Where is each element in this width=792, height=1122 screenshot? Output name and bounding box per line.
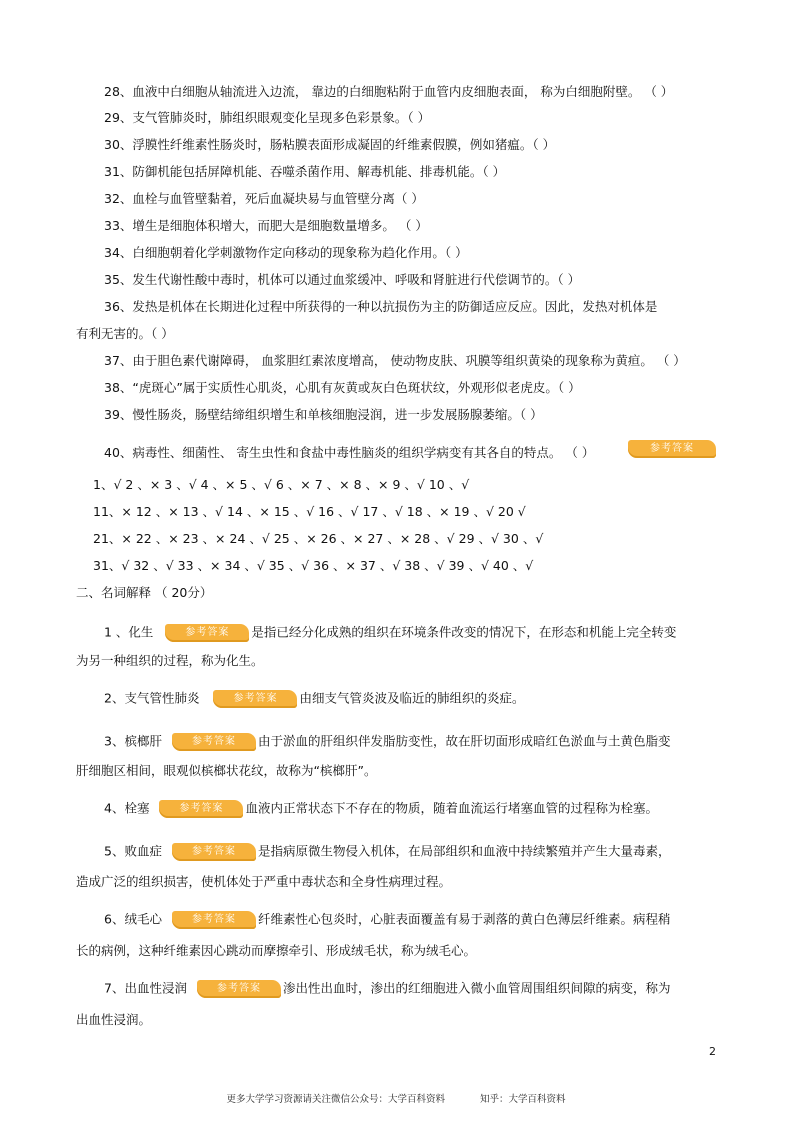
question-28: 28、血液中白细胞从轴流进入边流， 靠边的白细胞粘附于血管内皮细胞表面， 称为白细胞附壁。 （ ）	[104, 84, 674, 99]
question-33: 33、增生是细胞体积增大，而肥大是细胞数量增多。 （ ）	[104, 218, 428, 233]
term-definition: 由于淤血的肝组织伴发脂肪变性，故在肝切面形成暗红色淤血与土黄色脂变	[257, 733, 671, 749]
question-39: 39、慢性肠炎，肠壁结缔组织增生和单核细胞浸润，进一步发展肠腺萎缩。（ ）	[104, 407, 543, 422]
reference-answer-badge[interactable]: 参考答案	[172, 911, 256, 929]
term-label: 1 、化生	[104, 624, 154, 640]
section-title: 二、名词解释 （ 20分）	[76, 585, 213, 600]
answer-row-3: 21、× 22 、× 23 、× 24 、√ 25 、× 26 、× 27 、× 28 、√ 29 、√ 30 、√	[93, 531, 544, 546]
term-label: 7、出血性浸润	[104, 980, 187, 996]
reference-answer-badge[interactable]: 参考答案	[213, 690, 297, 708]
reference-answer-badge[interactable]: 参考答案	[197, 980, 281, 998]
footer	[0, 1091, 792, 1105]
answer-row-1: 1、√ 2 、× 3 、√ 4 、× 5 、√ 6 、× 7 、× 8 、× 9 、√ 10 、√	[93, 477, 470, 492]
question-36-continuation: 有利无害的。（ ）	[76, 326, 174, 341]
term-4	[104, 800, 716, 818]
question-32: 32、血栓与血管壁黏着，死后血凝块易与血管壁分离（ ）	[104, 191, 424, 206]
term-6-continuation: 长的病例，这种纤维素因心跳动而摩擦牵引、形成绒毛状，称为绒毛心。	[76, 943, 477, 958]
term-1	[104, 624, 716, 642]
term-definition: 由细支气管炎波及临近的肺组织的炎症。	[299, 690, 525, 706]
question-30: 30、浮膜性纤维素性肠炎时，肠粘膜表面形成凝固的纤维素假膜，例如猪瘟。（ ）	[104, 137, 556, 152]
term-3-continuation: 肝细胞区相间，眼观似槟榔状花纹，故称为“槟榔肝”。	[76, 763, 377, 778]
page-number: 2	[709, 1045, 716, 1058]
term-7	[104, 980, 716, 998]
term-3	[104, 733, 716, 751]
question-34: 34、白细胞朝着化学刺激物作定向移动的现象称为趋化作用。（ ）	[104, 245, 468, 260]
term-definition: 渗出性出血时，渗出的红细胞进入微小血管周围组织间隙的病变，称为	[282, 980, 671, 996]
question-40: 40、病毒性、细菌性、 寄生虫性和食盐中毒性脑炎的组织学病变有其各自的特点。 （ ）	[104, 445, 595, 460]
reference-answer-badge[interactable]: 参考答案	[165, 624, 249, 642]
term-label: 6、绒毛心	[104, 911, 162, 927]
term-definition: 是指已经分化成熟的组织在环境条件改变的情况下，在形态和机能上完全转变	[251, 624, 677, 640]
question-35: 35、发生代谢性酸中毒时，机体可以通过血浆缓冲、呼吸和肾脏进行代偿调节的。（ ）	[104, 272, 581, 287]
term-label: 3、槟榔肝	[104, 733, 162, 749]
reference-answer-badge[interactable]: 参考答案	[628, 440, 716, 458]
term-definition: 纤维素性心包炎时，心脏表面覆盖有易于剥落的黄白色薄层纤维素。病程稍	[257, 911, 671, 927]
question-29: 29、支气管肺炎时，肺组织眼观变化呈现多色彩景象。（ ）	[104, 110, 431, 125]
question-31: 31、防御机能包括屏障机能、吞噬杀菌作用、解毒机能、排毒机能。（ ）	[104, 164, 506, 179]
term-1-continuation: 为另一种组织的过程，称为化生。	[76, 653, 264, 668]
answer-badge-tf[interactable]	[628, 438, 716, 458]
footer-wechat: 更多大学学习资源请关注微信公众号：大学百科资料	[226, 1094, 445, 1105]
term-definition: 是指病原微生物侵入机体，在局部组织和血液中持续繁殖并产生大量毒素，	[257, 843, 671, 859]
question-36: 36、发热是机体在长期进化过程中所获得的一种以抗损伤为主的防御适应反应。因此，发热对机体是	[104, 299, 658, 314]
term-label: 2、支气管性肺炎	[104, 690, 200, 706]
term-7-continuation: 出血性浸润。	[76, 1012, 152, 1027]
term-5-continuation: 造成广泛的组织损害，使机体处于严重中毒状态和全身性病理过程。	[76, 874, 452, 889]
term-label: 5、败血症	[104, 843, 162, 859]
term-6	[104, 911, 716, 929]
term-definition: 血液内正常状态下不存在的物质，随着血流运行堵塞血管的过程称为栓塞。	[245, 800, 658, 816]
footer-zhihu: 知乎：大学百科资料	[480, 1094, 566, 1105]
answer-row-4: 31、√ 32 、√ 33 、× 34 、√ 35 、√ 36 、× 37 、√ 38 、√ 39 、√ 40 、√	[93, 558, 534, 573]
term-5	[104, 843, 716, 861]
reference-answer-badge[interactable]: 参考答案	[172, 843, 256, 861]
term-2	[104, 690, 716, 708]
term-label: 4、栓塞	[104, 800, 150, 816]
question-37: 37、由于胆色素代谢障碍， 血浆胆红素浓度增高， 使动物皮肤、巩膜等组织黄染的现象称为黄疸。 （ ）	[104, 353, 686, 368]
reference-answer-badge[interactable]: 参考答案	[159, 800, 243, 818]
question-38: 38、“虎斑心”属于实质性心肌炎，心肌有灰黄或灰白色斑状纹，外观形似老虎皮。（ ）	[104, 380, 581, 395]
answer-row-2: 11、× 12 、× 13 、√ 14 、× 15 、√ 16 、√ 17 、√ 18 、× 19 、√ 20 √	[93, 504, 526, 519]
reference-answer-badge[interactable]: 参考答案	[172, 733, 256, 751]
